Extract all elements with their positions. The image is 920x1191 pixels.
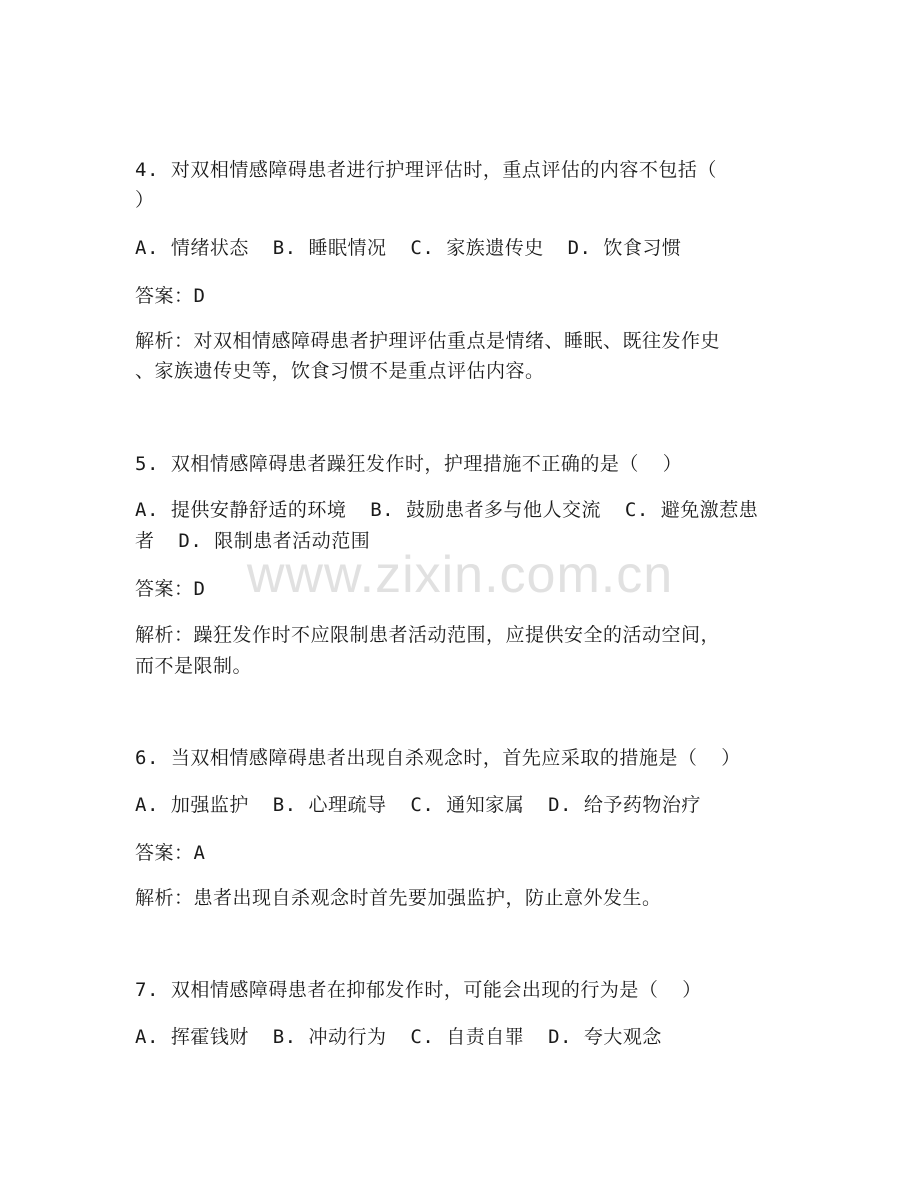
watermark-text: www.zixin.com.cn <box>246 546 674 604</box>
question-6-analysis: 解析：患者出现自杀观念时首先要加强监护，防止意外发生。 <box>135 887 662 909</box>
question-4-options: A. 情绪状态 B. 睡眠情况 C. 家族遗传史 D. 饮食习惯 <box>135 237 682 259</box>
question-5-analysis-line-1: 解析：躁狂发作时不应限制患者活动范围，应提供安全的活动空间， <box>135 624 721 646</box>
question-5-options-line-2: 者 D. 限制患者活动范围 <box>135 530 371 552</box>
question-4-stem-line-2: ） <box>135 189 155 211</box>
question-4-stem-line-1: 4. 对双相情感障碍患者进行护理评估时，重点评估的内容不包括（ <box>135 159 717 181</box>
question-4-analysis-line-1: 解析：对双相情感障碍患者护理评估重点是情绪、睡眠、既往发作史 <box>135 330 721 352</box>
question-5-stem: 5. 双相情感障碍患者躁狂发作时，护理措施不正确的是（ ） <box>135 453 683 475</box>
question-7-stem: 7. 双相情感障碍患者在抑郁发作时，可能会出现的行为是（ ） <box>135 979 702 1001</box>
question-5-answer: 答案：D <box>135 578 206 600</box>
question-6-stem: 6. 当双相情感障碍患者出现自杀观念时，首先应采取的措施是（ ） <box>135 747 741 769</box>
question-5-options-line-1: A. 提供安静舒适的环境 B. 鼓励患者多与他人交流 C. 避免激惹患 <box>135 499 759 521</box>
question-4-answer: 答案：D <box>135 285 206 307</box>
question-6-answer: 答案：A <box>135 842 206 864</box>
question-5-analysis-line-2: 而不是限制。 <box>135 655 253 677</box>
question-6-options: A. 加强监护 B. 心理疏导 C. 通知家属 D. 给予药物治疗 <box>135 794 701 816</box>
question-7-options: A. 挥霍钱财 B. 冲动行为 C. 自责自罪 D. 夸大观念 <box>135 1026 662 1048</box>
question-4-analysis-line-2: 、家族遗传史等，饮食习惯不是重点评估内容。 <box>135 360 545 382</box>
